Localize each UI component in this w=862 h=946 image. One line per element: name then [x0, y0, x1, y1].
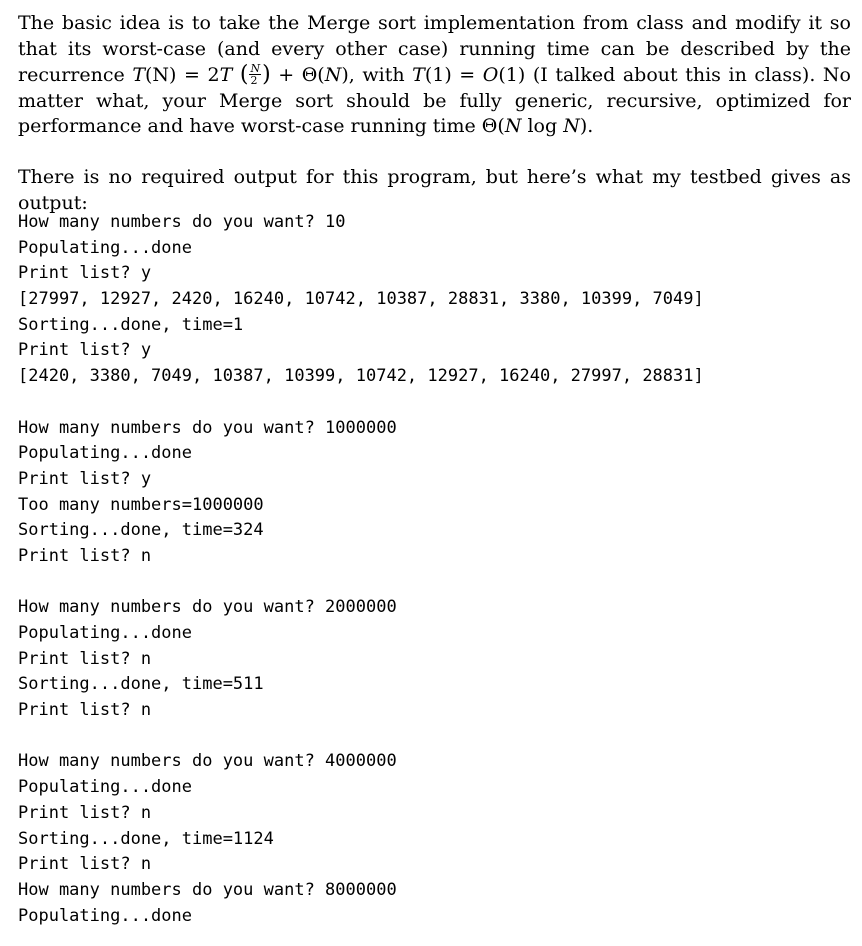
complexity-n2: N	[563, 115, 580, 138]
output-line: [2420, 3380, 7049, 10387, 10399, 10742, 12927, 16240, 27997, 28831]	[18, 366, 704, 387]
recurrence-t: T	[132, 64, 145, 87]
fraction-numerator: N	[250, 61, 261, 75]
output-line: Print list? y	[18, 263, 152, 284]
recurrence-close: ), with	[341, 64, 413, 87]
output-line: Print list? n	[18, 648, 152, 669]
paren-close: )	[262, 62, 271, 88]
output-line: Sorting...done, time=511	[18, 674, 264, 695]
output-line: [27997, 12927, 2420, 16240, 10742, 10387, 28831, 3380, 10399, 7049]	[18, 289, 704, 310]
output-line: Print list? n	[18, 545, 152, 566]
intro-paragraph	[18, 11, 851, 140]
output-line: How many numbers do you want? 4000000	[18, 751, 397, 772]
intro-text-start: The basic idea is to take the Merge sort implementation from class and modify it so that its worst-case (and every other case) running time can be described by the recurrence	[18, 12, 851, 87]
output-blank-line	[18, 390, 704, 416]
output-line: Print list? y	[18, 468, 152, 489]
base-case-t: T	[412, 64, 425, 87]
recurrence-n: N	[324, 64, 342, 87]
output-line: Sorting...done, time=324	[18, 520, 264, 541]
complexity-n: N	[504, 115, 522, 138]
output-line: How many numbers do you want? 2000000	[18, 597, 397, 618]
output-line: Populating...done	[18, 443, 192, 464]
output-line: Populating...done	[18, 905, 192, 926]
output-line: How many numbers do you want? 10	[18, 212, 346, 232]
base-case-arg: (1) =	[424, 64, 483, 87]
complexity-log: log	[521, 115, 564, 138]
output-line: Print list? n	[18, 802, 152, 823]
output-line: How many numbers do you want? 1000000	[18, 417, 397, 438]
recurrence-arg: (N)	[145, 64, 177, 87]
output-blank-line	[18, 570, 704, 596]
output-line: Print list? n	[18, 854, 152, 875]
testbed-output	[18, 210, 704, 929]
intro-text-end: ).	[579, 115, 594, 138]
output-line: Print list? y	[18, 340, 152, 361]
base-case-o: O	[482, 64, 499, 87]
intro-text-middle: (1) (I talked about this in class). No matter what, your Merge sort should be fully generic, recursive, optimized for performance and have worst-case running time Θ(	[18, 64, 851, 138]
output-line: Populating...done	[18, 777, 192, 798]
output-blank-line	[18, 724, 704, 750]
recurrence-plus: + Θ(	[270, 64, 325, 87]
output-line: Too many numbers=1000000	[18, 494, 264, 515]
recurrence-eq: = 2	[176, 64, 220, 87]
output-line: How many numbers do you want? 8000000	[18, 879, 397, 900]
fraction-n-over-2	[249, 63, 261, 86]
recurrence-t2: T	[219, 64, 233, 87]
output-line: Populating...done	[18, 237, 192, 258]
output-line: Sorting...done, time=1	[18, 314, 244, 335]
output-line: Sorting...done, time=1124	[18, 828, 274, 849]
paren-open: (	[239, 62, 249, 88]
output-line: Populating...done	[18, 623, 192, 643]
output-intro-paragraph: There is no required output for this program, but here’s what my testbed gives as output:	[18, 166, 851, 214]
fraction-denominator: 2	[250, 73, 258, 87]
output-line: Print list? n	[18, 700, 152, 721]
